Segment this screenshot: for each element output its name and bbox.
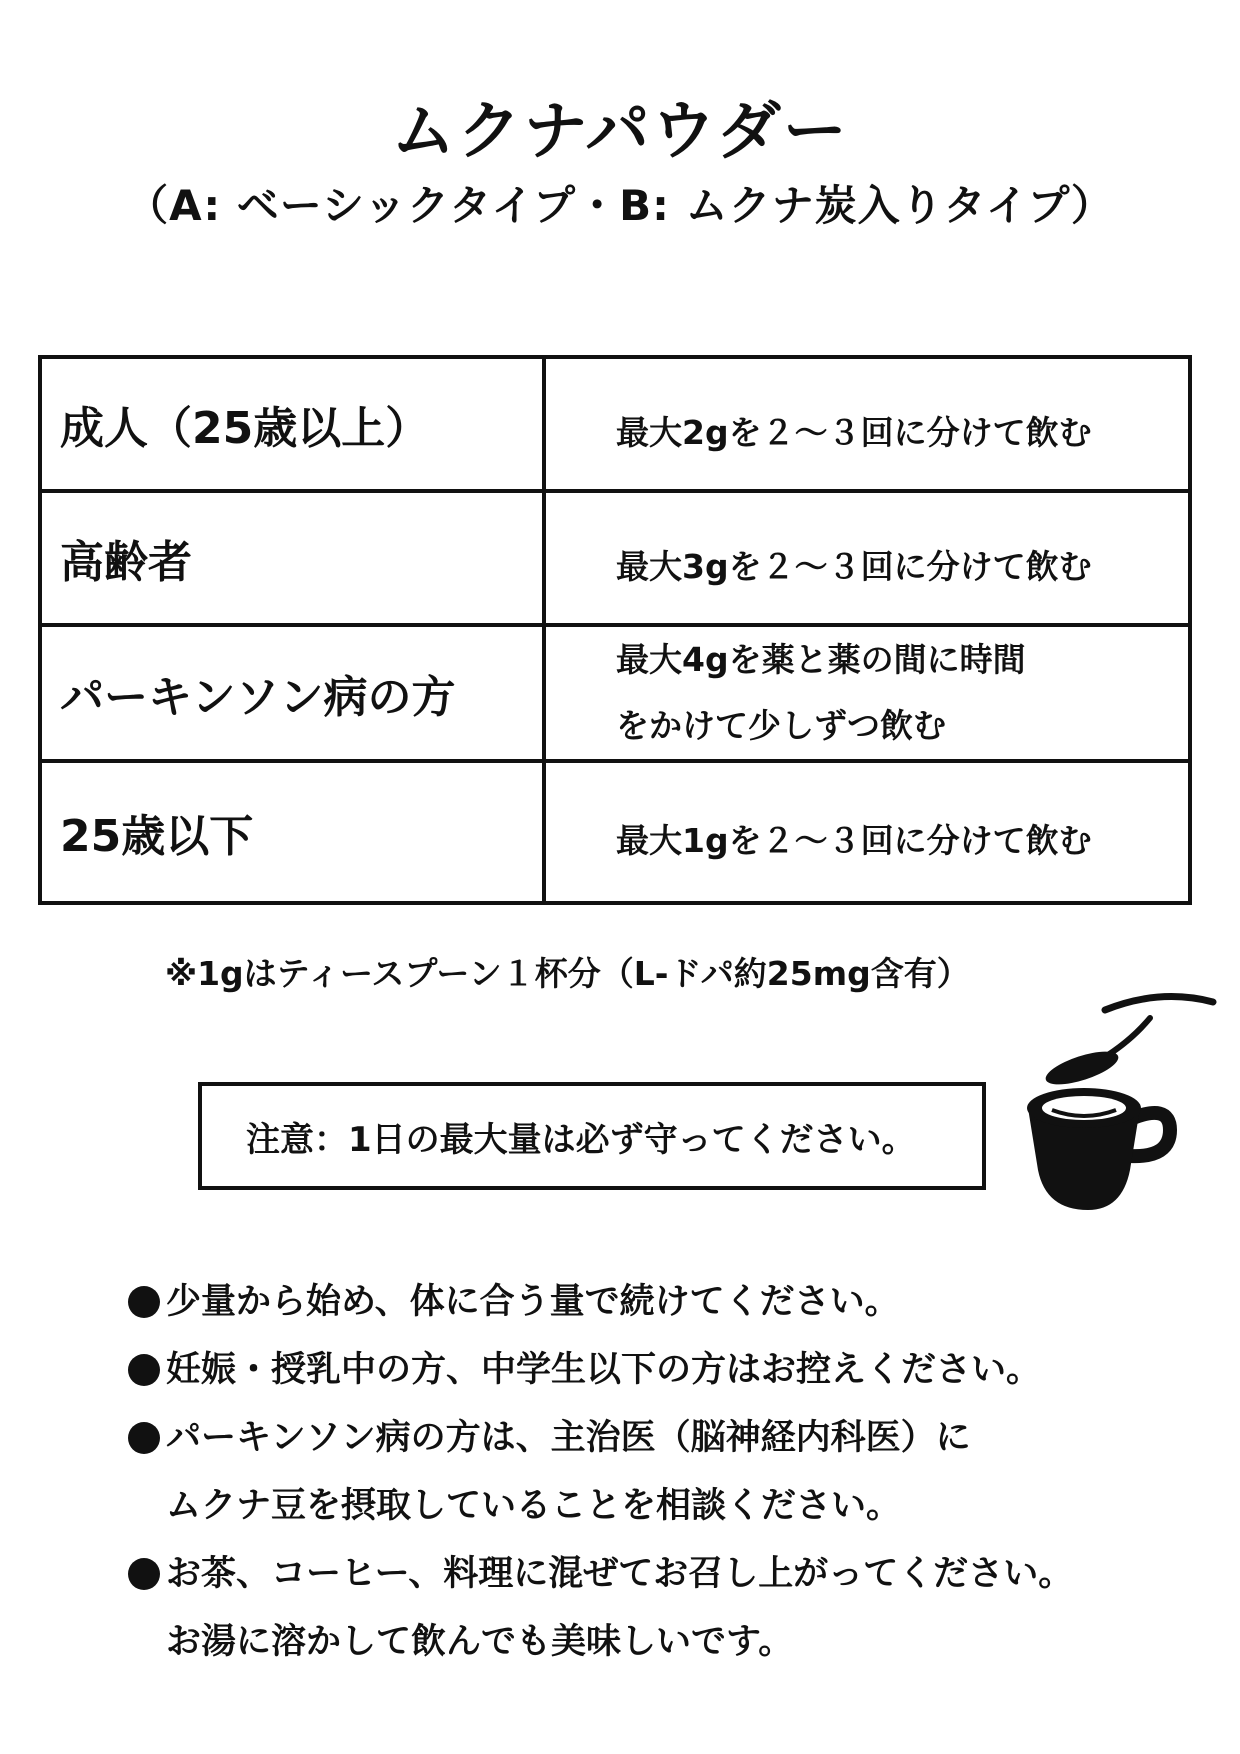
age-group-cell: 高齢者 — [40, 491, 544, 625]
list-item — [128, 1540, 1073, 1608]
teaspoon-note: ※1gはティースプーン１杯分（L-ドパ約25mg含有） — [165, 954, 970, 993]
dosage-line: 最大4gを薬と薬の間に時間 — [616, 640, 1026, 679]
age-group-cell: 成人（25歳以上） — [40, 357, 544, 491]
age-group-cell: 25歳以下 — [40, 761, 544, 903]
list-item-text: 妊娠・授乳中の方、中学生以下の方はお控えください。 — [166, 1350, 1042, 1390]
table-row — [40, 491, 1190, 625]
bullet-icon — [128, 1422, 160, 1454]
coffee-cup-with-spoon-icon — [1010, 990, 1230, 1220]
dosage-line: をかけて少しずつ飲む — [616, 706, 946, 745]
list-item — [128, 1336, 1073, 1404]
list-item — [128, 1404, 1073, 1472]
dosage-line: 最大2gを２～３回に分けて飲む — [616, 413, 1092, 452]
list-item-continuation: ムクナ豆を摂取していることを相談ください。 — [166, 1486, 902, 1526]
dosage-line: 最大3gを２～３回に分けて飲む — [616, 547, 1092, 586]
table-row — [40, 625, 1190, 761]
list-item-text: パーキンソン病の方は、主治医（脳神経内科医）に — [166, 1418, 971, 1458]
bullet-icon — [128, 1286, 160, 1318]
dosage-line: 最大1gを２～３回に分けて飲む — [616, 821, 1092, 860]
dosage-cell — [544, 357, 1190, 491]
dosage-cell — [544, 761, 1190, 903]
dosage-table — [38, 355, 1192, 905]
table-row — [40, 357, 1190, 491]
bullet-icon — [128, 1558, 160, 1590]
page-subtitle: （A: ベーシックタイプ・B: ムクナ炭入りタイプ） — [126, 181, 1114, 230]
age-group-cell: パーキンソン病の方 — [40, 625, 544, 761]
caution-text: 注意：1日の最大量は必ず守ってください。 — [246, 1119, 916, 1160]
usage-notes-list — [128, 1268, 1073, 1676]
list-item — [128, 1268, 1073, 1336]
caution-box — [198, 1082, 986, 1190]
dosage-cell — [544, 625, 1190, 761]
list-item-text: お茶、コーヒー、料理に混ぜてお召し上がってください。 — [166, 1554, 1074, 1594]
dosage-cell — [544, 491, 1190, 625]
list-item-continuation: お湯に溶かして飲んでも美味しいです。 — [166, 1622, 794, 1662]
list-item-text: 少量から始め、体に合う量で続けてください。 — [166, 1282, 900, 1322]
table-row — [40, 761, 1190, 903]
page-title: ムクナパウダー — [391, 95, 849, 169]
bullet-icon — [128, 1354, 160, 1386]
